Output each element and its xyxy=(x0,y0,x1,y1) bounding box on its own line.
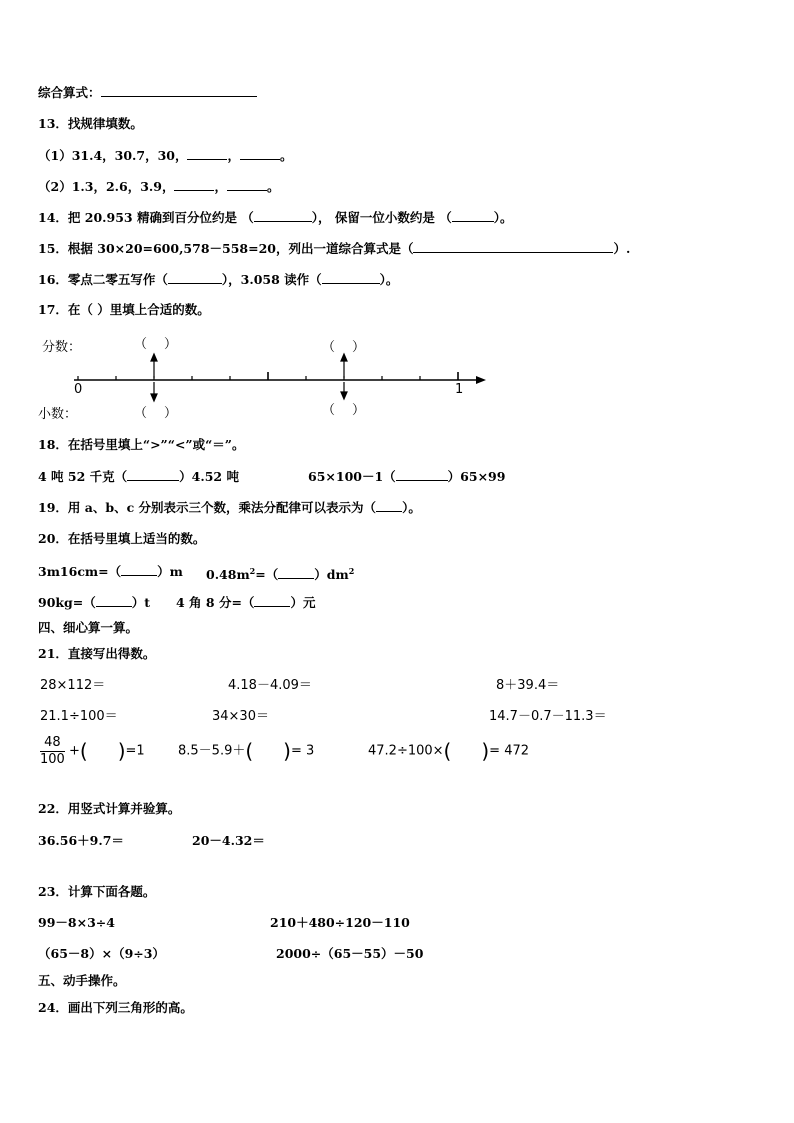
answer-blank[interactable] xyxy=(278,566,314,579)
answer-blank[interactable] xyxy=(96,594,132,607)
paren-close: ） xyxy=(352,340,366,355)
q23-title: 23．计算下面各题。 xyxy=(38,884,156,899)
answer-blank[interactable] xyxy=(174,178,214,191)
answer-blank[interactable] xyxy=(376,499,402,512)
q13-line1-text: （1）31.4，30.7，30， xyxy=(38,148,188,163)
q24-title: 24．画出下列三角形的高。 xyxy=(38,1000,193,1015)
q23-expr-4: 2000÷（65－55）－50 xyxy=(276,946,424,961)
q18-left xyxy=(38,468,239,485)
q20-c1: 90kg=（ xyxy=(38,595,96,610)
left-paren: ( xyxy=(443,739,452,763)
answer-blank[interactable] xyxy=(240,147,280,160)
q20-b3: ）dm xyxy=(314,567,349,583)
q16-text3: ）。 xyxy=(379,272,399,287)
separator: ， xyxy=(227,148,240,163)
one-label: 1 xyxy=(455,382,464,397)
q17-title: 17．在（ ）里填上合适的数。 xyxy=(38,302,210,317)
down-arrow-head xyxy=(341,392,347,399)
fraction-label: 分数： xyxy=(42,340,82,355)
zero-label: 0 xyxy=(74,382,83,397)
q20-a1: 3m16cm=（ xyxy=(38,564,122,579)
q23-expr-1: 99－8×3÷4 xyxy=(38,915,115,930)
q21-expr-4: 21.1÷100＝ xyxy=(40,709,118,724)
section-four-title: 四、细心算一算。 xyxy=(38,620,139,635)
right-paren: ) xyxy=(117,739,126,763)
left-paren: ( xyxy=(79,739,88,763)
q18-right-a: 65×100－1（ xyxy=(308,469,396,484)
answer-blank[interactable] xyxy=(413,240,613,253)
separator: ， xyxy=(214,179,227,194)
q20-c2: ）t xyxy=(131,595,151,610)
up-arrow-head xyxy=(341,354,347,361)
right-paren: ) xyxy=(283,739,291,763)
right-paren: ) xyxy=(481,739,490,763)
fraction xyxy=(40,735,65,768)
axis-arrow xyxy=(476,376,486,384)
q20-d1: 4 角 8 分=（ xyxy=(176,595,255,610)
answer-blank[interactable] xyxy=(121,563,157,576)
paren-open: （ xyxy=(322,403,336,418)
q18-left-b: ）4.52 吨 xyxy=(179,469,239,484)
combo-formula-label: 综合算式： xyxy=(38,85,101,100)
answer-blank[interactable] xyxy=(187,147,227,160)
down-arrow-head xyxy=(151,394,157,401)
q20-d2: ）元 xyxy=(290,595,316,610)
answer-blank[interactable] xyxy=(254,594,290,607)
answer-blank[interactable] xyxy=(396,468,448,481)
q14-text2: ）， 保留一位小数约是 （ xyxy=(311,210,452,225)
period: 。 xyxy=(266,179,280,194)
period: 。 xyxy=(280,148,293,163)
q18-left-a: 4 吨 52 千克（ xyxy=(38,469,128,484)
expr-text: 8.5－5.9＋ xyxy=(178,743,246,759)
answer-blank[interactable] xyxy=(452,209,494,222)
q19-text2: ）。 xyxy=(402,500,421,515)
q19-text1: 19．用 a、b、c 分别表示三个数，乘法分配律可以表示为（ xyxy=(38,500,377,515)
q20-b2: =（ xyxy=(255,567,279,583)
ticks xyxy=(78,372,458,380)
equals-text: = 472 xyxy=(489,743,530,759)
answer-blank[interactable] xyxy=(101,84,257,97)
equals-text: =1 xyxy=(125,743,145,759)
q16-text1: 16．零点二零五写作（ xyxy=(38,272,168,287)
q21-title: 21．直接写出得数。 xyxy=(38,646,156,661)
q15-text2: ）. xyxy=(613,241,631,256)
paren-close: ） xyxy=(164,406,178,421)
paren-close: ） xyxy=(352,403,366,418)
q22-expr-1: 36.56＋9.7＝ xyxy=(38,833,124,848)
q22-expr-2: 20－4.32＝ xyxy=(192,833,265,848)
paren-open: （ xyxy=(322,340,336,355)
expr-text: 47.2÷100× xyxy=(368,743,444,759)
q18-title: 18．在括号里填上“>”“<”或“＝”。 xyxy=(38,437,245,452)
up-arrow-head xyxy=(151,354,157,361)
section-five-title: 五、动手操作。 xyxy=(38,973,126,988)
q21-expr-g xyxy=(178,734,314,769)
paren-open: （ xyxy=(134,406,148,421)
q15-text1: 15．根据 30×20=600,578－558=20，列出一道综合算式是（ xyxy=(38,241,414,256)
answer-blank[interactable] xyxy=(227,178,267,191)
q20-a2: ）m xyxy=(157,564,183,579)
plus-sign: + xyxy=(68,743,80,759)
answer-blank[interactable] xyxy=(127,468,179,481)
q13-title: 13．找规律填数。 xyxy=(38,116,143,131)
q21-fraction-expr xyxy=(40,734,145,769)
q16-text2: ），3.058 读作（ xyxy=(221,272,322,287)
q22-title: 22．用竖式计算并验算。 xyxy=(38,801,181,816)
q13-line1 xyxy=(38,147,293,164)
q20-c xyxy=(38,594,150,611)
q21-expr-h xyxy=(368,734,529,769)
paren-close: ） xyxy=(164,337,178,352)
q20-b xyxy=(206,563,354,583)
number-line-figure xyxy=(38,332,498,428)
q21-expr-5: 34×30＝ xyxy=(212,709,269,724)
q15-line xyxy=(38,240,630,257)
q20-d xyxy=(176,594,315,611)
superscript: 2 xyxy=(249,566,256,576)
q14-text1: 14．把 20.953 精确到百分位约是 （ xyxy=(38,210,254,225)
q21-expr-2: 4.18－4.09＝ xyxy=(228,678,312,693)
equals-text: = 3 xyxy=(290,743,315,759)
paren-open: （ xyxy=(134,337,148,352)
q14-text3: ）。 xyxy=(493,210,513,225)
q21-expr-3: 8＋39.4＝ xyxy=(496,678,560,693)
q21-expr-6: 14.7－0.7－11.3＝ xyxy=(489,709,607,724)
q18-right-b: ）65×99 xyxy=(447,469,506,484)
q20-title: 20．在括号里填上适当的数。 xyxy=(38,531,206,546)
q16-line xyxy=(38,271,398,288)
superscript: 2 xyxy=(348,566,355,576)
q18-right xyxy=(308,468,505,485)
answer-blank[interactable] xyxy=(254,209,312,222)
q21-expr-1: 28×112＝ xyxy=(40,678,106,693)
q20-a xyxy=(38,563,183,580)
q23-expr-2: 210＋480÷120－110 xyxy=(270,915,410,930)
q23-expr-3: （65－8）×（9÷3） xyxy=(38,946,165,961)
q20-b1: 0.48m xyxy=(206,567,250,583)
answer-blank[interactable] xyxy=(168,271,222,284)
left-paren: ( xyxy=(245,739,254,763)
q19-line xyxy=(38,499,421,516)
number-line-svg xyxy=(38,332,498,428)
fraction-numerator: 48 xyxy=(40,735,65,752)
fraction-denominator: 100 xyxy=(40,751,65,767)
answer-blank[interactable] xyxy=(322,271,380,284)
q13-line2-text: （2）1.3，2.6，3.9， xyxy=(38,179,175,194)
q14-line xyxy=(38,209,513,226)
decimal-label: 小数： xyxy=(38,407,78,422)
q13-line2 xyxy=(38,178,279,195)
combo-formula-line xyxy=(38,84,257,101)
